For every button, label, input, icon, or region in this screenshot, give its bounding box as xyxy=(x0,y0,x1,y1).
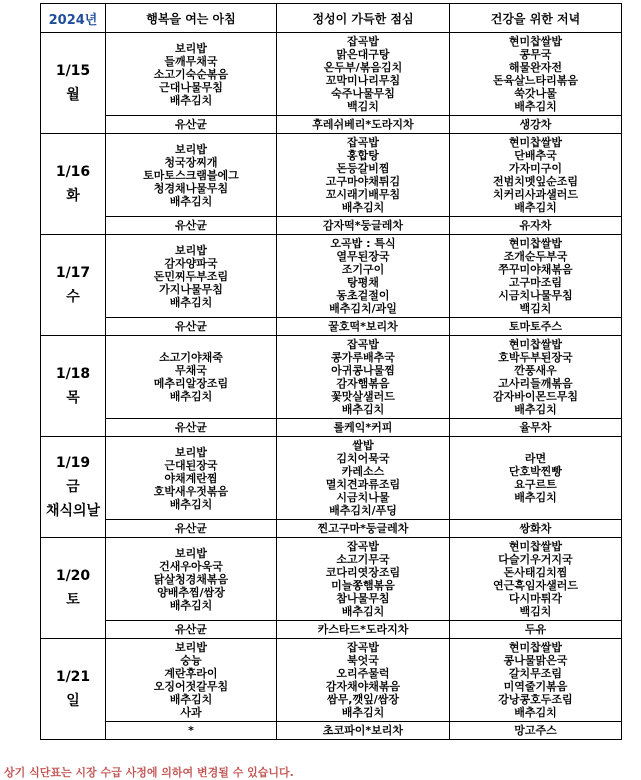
lunch-cell xyxy=(277,538,450,621)
dinner-dish: 다슬기우거지국 xyxy=(498,553,573,566)
snack-breakfast-cell: 유산균 xyxy=(106,318,277,336)
dinner-dish: 조개순두부국 xyxy=(503,250,568,263)
day-cell xyxy=(41,336,106,437)
breakfast-cell xyxy=(106,336,277,419)
breakfast-dish: 보리밥 xyxy=(175,41,207,55)
dinner-dish: 현미찹쌀밥 xyxy=(508,35,563,48)
snack-row xyxy=(41,116,622,134)
lunch-dish: 숙주나물무침 xyxy=(331,87,395,100)
day-cell xyxy=(41,437,106,538)
dinner-dish: 콩나물맑은국 xyxy=(503,654,568,667)
lunch-dish: 잡곡밥 xyxy=(347,136,379,149)
breakfast-dish: 배추김치 xyxy=(169,295,213,309)
dinner-cell xyxy=(450,134,622,217)
lunch-dish: 코다리엿장조림 xyxy=(325,566,401,579)
snack-row xyxy=(41,621,622,639)
snack-lunch-cell: 카스타드*도라지차 xyxy=(277,621,450,639)
dinner-dish: 배추김치 xyxy=(514,491,557,504)
lunch-cell xyxy=(277,33,450,116)
dinner-dish: 고구마조림 xyxy=(508,276,563,289)
breakfast-cell xyxy=(106,538,277,621)
dinner-dish: 갈치무조림 xyxy=(508,667,563,680)
date-label: 1/20 xyxy=(55,568,91,584)
breakfast-dish: 배추김치 xyxy=(169,497,213,511)
snack-lunch-cell: 찐고구마*둥글레차 xyxy=(277,520,450,538)
lunch-dish: 꼬시래기배무침 xyxy=(325,188,401,201)
lunch-dish: 배추김치/과일 xyxy=(329,302,397,315)
breakfast-dish: 무채국 xyxy=(175,364,207,377)
breakfast-dish: 숭늉 xyxy=(180,654,202,667)
lunch-cell xyxy=(277,336,450,419)
day-cell xyxy=(41,33,106,134)
lunch-cell xyxy=(277,134,450,217)
lunch-cell xyxy=(277,235,450,318)
dinner-dish: 단배추국 xyxy=(514,149,557,162)
day-menu-row xyxy=(41,639,622,722)
snack-dinner-cell: 유자차 xyxy=(450,217,622,235)
dinner-dish: 현미찹쌀밥 xyxy=(508,136,563,149)
lunch-dish: 배추김치 xyxy=(341,201,385,214)
snack-row xyxy=(41,318,622,336)
breakfast-dish: 감자양파국 xyxy=(164,256,218,270)
snack-dinner-cell: 두유 xyxy=(450,621,622,639)
lunch-dish: 콩가루배추국 xyxy=(331,351,395,364)
dinner-dish: 다시마튀각 xyxy=(508,592,563,605)
dinner-dish: 전범치멧잎순조림 xyxy=(492,175,578,188)
snack-breakfast-cell: 유산균 xyxy=(106,520,277,538)
dinner-cell xyxy=(450,336,622,419)
dinner-dish: 가자미구이 xyxy=(508,162,563,175)
snack-lunch-cell: 꿀호떡*보리차 xyxy=(277,318,450,336)
dinner-dish: 요구르트 xyxy=(514,478,557,491)
lunch-dish: 배추김치 xyxy=(341,605,385,618)
breakfast-dish: 소고기숙순볶음 xyxy=(153,67,229,81)
lunch-dish: 조기구이 xyxy=(341,263,385,276)
day-menu-row xyxy=(41,134,622,217)
snack-dinner-cell: 토마토주스 xyxy=(450,318,622,336)
dinner-dish: 단호박찐빵 xyxy=(508,465,563,478)
snack-lunch-cell: 초코파이*보리차 xyxy=(277,722,450,740)
lunch-dish: 온두부/볶음김치 xyxy=(323,61,403,74)
day-cell xyxy=(41,235,106,336)
breakfast-dish: 청경채나물무침 xyxy=(153,181,229,195)
dinner-dish: 현미찹쌀밥 xyxy=(508,237,563,250)
lunch-dish: 시금치나물 xyxy=(336,491,390,504)
weekday-label: 토 xyxy=(66,592,80,608)
breakfast-dish: 보리밥 xyxy=(175,142,207,156)
lunch-dish: 동초겉절이 xyxy=(336,289,390,302)
dinner-dish: 돈사태김치찜 xyxy=(503,566,568,579)
breakfast-dish: 근대나물무침 xyxy=(159,80,223,94)
snack-breakfast-cell: 유산균 xyxy=(106,217,277,235)
weekly-menu-table xyxy=(40,3,622,740)
date-label: 1/15 xyxy=(55,63,91,79)
dinner-header: 건강을 위한 저녁 xyxy=(450,4,622,33)
lunch-dish: 참나물무침 xyxy=(336,592,390,605)
dinner-dish: 백김치 xyxy=(519,605,552,618)
breakfast-dish: 토마토스크램블에그 xyxy=(143,168,239,182)
dinner-cell xyxy=(450,235,622,318)
dinner-dish: 시금치나물무침 xyxy=(498,289,573,302)
weekday-label: 일 xyxy=(66,693,80,709)
lunch-dish: 배추김치/푸딩 xyxy=(329,504,397,517)
breakfast-dish: 사과 xyxy=(180,706,202,719)
footnote: 상기 식단표는 시장 수급 사정에 의하여 변경될 수 있습니다. xyxy=(4,766,294,779)
dinner-dish: 백김치 xyxy=(519,302,552,315)
lunch-dish: 백김치 xyxy=(347,100,379,113)
breakfast-dish: 배추김치 xyxy=(169,93,213,107)
breakfast-dish: 오징어젓갈무침 xyxy=(153,680,229,693)
weekday-label: 목 xyxy=(66,390,80,406)
snack-row xyxy=(41,520,622,538)
snack-breakfast-cell: 유산균 xyxy=(106,621,277,639)
year-header: 2024년 xyxy=(41,4,106,33)
date-label: 1/16 xyxy=(55,164,91,180)
breakfast-dish: 건새우아욱국 xyxy=(159,559,223,573)
dinner-dish: 쑥갓나물 xyxy=(514,87,557,100)
dinner-dish: 치커리사과샐러드 xyxy=(492,188,578,201)
breakfast-dish: 들깨무채국 xyxy=(164,54,218,68)
breakfast-header: 행복을 여는 아침 xyxy=(106,4,277,33)
date-label: 1/19 xyxy=(55,455,91,471)
special-day-label: 채식의날 xyxy=(45,503,101,519)
lunch-header: 정성이 가득한 점심 xyxy=(277,4,450,33)
lunch-dish: 오리주물럭 xyxy=(336,667,390,680)
lunch-dish: 고구마야채튀김 xyxy=(325,175,401,188)
breakfast-dish: 메추리알장조림 xyxy=(153,377,229,390)
lunch-dish: 맑은대구탕 xyxy=(336,48,390,61)
lunch-dish: 잡곡밥 xyxy=(347,338,379,351)
lunch-dish: 잡곡밥 xyxy=(347,540,379,553)
lunch-dish: 돈등갈비찜 xyxy=(336,162,390,175)
dinner-dish: 배추김치 xyxy=(514,201,557,214)
dinner-dish: 미역줄기볶음 xyxy=(503,680,568,693)
breakfast-dish: 양배추찜/쌈장 xyxy=(157,585,225,599)
breakfast-dish: 보리밥 xyxy=(175,445,207,459)
breakfast-cell xyxy=(106,437,277,520)
lunch-dish: 잡곡밥 xyxy=(347,641,379,654)
lunch-dish: 오곡밥 : 특식 xyxy=(330,237,396,250)
snack-row xyxy=(41,217,622,235)
breakfast-dish: 야채계란찜 xyxy=(164,471,218,485)
dinner-dish: 호박두부된장국 xyxy=(498,351,573,364)
lunch-dish: 북엇국 xyxy=(347,654,379,667)
weekday-label: 월 xyxy=(66,87,80,103)
snack-dinner-cell: 쌍화차 xyxy=(450,520,622,538)
snack-lunch-cell: 롤케익*커피 xyxy=(277,419,450,437)
snack-breakfast-cell: * xyxy=(106,722,277,740)
lunch-dish: 김치어묵국 xyxy=(336,452,390,465)
day-menu-row xyxy=(41,437,622,520)
dinner-dish: 쭈꾸미야채볶음 xyxy=(498,263,573,276)
dinner-dish: 강낭콩호두조림 xyxy=(498,693,573,706)
snack-row xyxy=(41,419,622,437)
breakfast-cell xyxy=(106,639,277,722)
dinner-cell xyxy=(450,538,622,621)
breakfast-dish: 배추김치 xyxy=(169,598,213,612)
dinner-dish: 라면 xyxy=(524,452,547,465)
lunch-cell xyxy=(277,639,450,722)
snack-lunch-cell: 감자떡*둥글레차 xyxy=(277,217,450,235)
breakfast-dish: 배추김치 xyxy=(169,194,213,208)
lunch-dish: 감자햄볶음 xyxy=(336,377,390,390)
dinner-dish: 고사리들깨볶음 xyxy=(498,377,573,390)
breakfast-cell xyxy=(106,33,277,116)
dinner-dish: 감자바이몬드무침 xyxy=(492,390,578,403)
dinner-dish: 콩무국 xyxy=(519,48,552,61)
lunch-dish: 쌈무,깻잎/쌈장 xyxy=(327,693,399,706)
dinner-cell xyxy=(450,639,622,722)
breakfast-dish: 호박새우젓볶음 xyxy=(153,484,229,498)
breakfast-dish: 돈민찌두부조림 xyxy=(153,269,229,283)
snack-dinner-cell: 생강차 xyxy=(450,116,622,134)
dinner-dish: 해물완자전 xyxy=(508,61,563,74)
day-cell xyxy=(41,639,106,740)
dinner-dish: 배추김치 xyxy=(514,403,557,416)
menu-body xyxy=(41,33,622,740)
date-label: 1/18 xyxy=(55,366,91,382)
breakfast-dish: 소고기야채죽 xyxy=(159,351,223,364)
date-label: 1/17 xyxy=(55,265,91,281)
breakfast-cell xyxy=(106,235,277,318)
date-label: 1/21 xyxy=(55,669,91,685)
breakfast-dish: 보리밥 xyxy=(175,641,207,654)
day-cell xyxy=(41,134,106,235)
lunch-dish: 배추김치 xyxy=(341,403,385,416)
lunch-dish: 멸치견과류조림 xyxy=(325,478,401,491)
breakfast-dish: 가지나물무침 xyxy=(159,282,223,296)
breakfast-dish: 근대된장국 xyxy=(164,458,218,472)
breakfast-dish: 배추김치 xyxy=(169,693,213,706)
day-menu-row xyxy=(41,33,622,116)
lunch-dish: 홍합탕 xyxy=(347,149,379,162)
dinner-cell xyxy=(450,33,622,116)
dinner-dish: 현미찹쌀밥 xyxy=(508,338,563,351)
lunch-dish: 미늘쫑햄볶음 xyxy=(331,579,395,592)
lunch-dish: 카레소스 xyxy=(341,465,385,478)
dinner-dish: 배추김치 xyxy=(514,706,557,719)
snack-row xyxy=(41,722,622,740)
dinner-dish: 연근흑임자샐러드 xyxy=(492,579,578,592)
breakfast-dish: 계란후라이 xyxy=(164,667,218,680)
breakfast-dish: 청국장찌개 xyxy=(164,155,218,169)
lunch-dish: 꽃맛살샐러드 xyxy=(331,390,395,403)
snack-dinner-cell: 율무차 xyxy=(450,419,622,437)
lunch-dish: 꼬막미나리무침 xyxy=(325,74,401,87)
dinner-dish: 현미찹쌀밥 xyxy=(508,540,563,553)
snack-breakfast-cell: 유산균 xyxy=(106,419,277,437)
breakfast-dish: 보리밥 xyxy=(175,546,207,560)
snack-breakfast-cell: 유산균 xyxy=(106,116,277,134)
weekday-label: 금 xyxy=(66,479,80,495)
lunch-dish: 소고기무국 xyxy=(336,553,390,566)
breakfast-cell xyxy=(106,134,277,217)
dinner-cell xyxy=(450,437,622,520)
dinner-dish: 돈육살느타리볶음 xyxy=(492,74,578,87)
lunch-dish: 열무된장국 xyxy=(336,250,390,263)
breakfast-dish: 닭살청경채볶음 xyxy=(153,572,229,586)
day-cell xyxy=(41,538,106,639)
lunch-dish: 쌀밥 xyxy=(352,439,374,452)
dinner-dish: 배추김치 xyxy=(514,100,557,113)
day-menu-row xyxy=(41,235,622,318)
lunch-dish: 탕평채 xyxy=(347,276,379,289)
dinner-dish: 깐풍새우 xyxy=(514,364,557,377)
lunch-dish: 배추김치 xyxy=(341,706,385,719)
header-row xyxy=(41,4,622,33)
day-menu-row xyxy=(41,336,622,419)
dinner-dish: 현미찹쌀밥 xyxy=(508,641,563,654)
weekday-label: 화 xyxy=(66,188,80,204)
lunch-dish: 감자채야채볶음 xyxy=(325,680,401,693)
lunch-cell xyxy=(277,437,450,520)
day-menu-row xyxy=(41,538,622,621)
snack-lunch-cell: 후레쉬베리*도라지차 xyxy=(277,116,450,134)
lunch-dish: 잡곡밥 xyxy=(347,35,379,48)
snack-dinner-cell: 망고주스 xyxy=(450,722,622,740)
lunch-dish: 아귀콩나물찜 xyxy=(331,364,395,377)
weekday-label: 수 xyxy=(66,289,80,305)
breakfast-dish: 배추김치 xyxy=(169,390,213,403)
breakfast-dish: 보리밥 xyxy=(175,243,207,257)
